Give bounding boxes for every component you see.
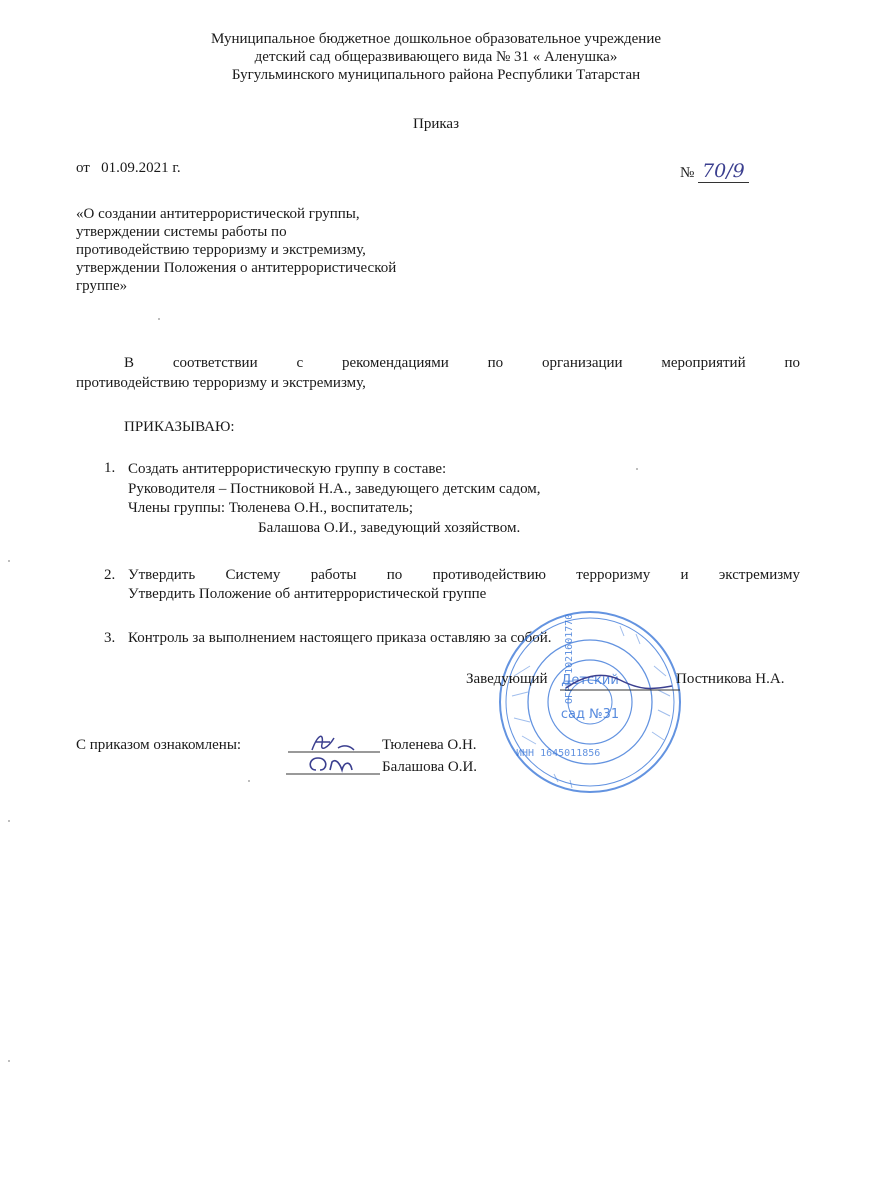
number-prefix: № <box>680 165 695 181</box>
header-line-2: детский сад общеразвивающего вида № 31 « Аленушка» <box>254 49 618 65</box>
order-word: ПРИКАЗЫВАЮ: <box>124 419 235 435</box>
header-line-3: Бугульминского муниципального района Республики Татарстан <box>231 67 641 83</box>
item-line: Создать антитеррористическую группу в составе: <box>128 461 447 477</box>
date-value: 01.09.2021 г. <box>101 160 181 176</box>
item-number: 1. <box>104 460 116 476</box>
item-line: Балашова О.И., заведующий хозяйством. <box>258 519 521 536</box>
scan-speck <box>8 820 10 822</box>
number-value: 70/9 <box>698 160 749 183</box>
item-1-body <box>128 460 541 538</box>
acknowledged-person: Балашова О.И. <box>382 759 478 775</box>
subject-line: утверждении системы работы по <box>76 224 287 240</box>
preamble-line-2: противодействию терроризму и экстремизму, <box>76 375 366 391</box>
item-line: Утвердить Положение об антитеррористической группе <box>128 586 487 602</box>
acknowledged-person: Тюленева О.Н. <box>382 737 477 753</box>
signature-name: Постникова Н.А. <box>676 671 785 687</box>
item-line: Члены группы: Тюленева О.Н., воспитатель; <box>128 500 414 516</box>
scan-speck <box>8 560 10 562</box>
scan-speck <box>158 318 160 320</box>
preamble-line-1: В соответствии с рекомендациями по организации мероприятий по <box>124 355 800 371</box>
subject-line: «О создании антитеррористической группы, <box>76 206 360 222</box>
stamp-center-2: сад №31 <box>560 707 620 722</box>
item-number: 3. <box>104 630 116 646</box>
doc-title: Приказ <box>412 116 459 132</box>
date-prefix: от <box>76 160 90 176</box>
official-stamp <box>494 606 686 798</box>
organization-header <box>0 30 872 84</box>
stamp-ogrn: ОГРН 1021601770 <box>564 613 575 704</box>
item-line: Руководителя – Постниковой Н.А., заведующего детским садом, <box>128 480 541 497</box>
subject-line: противодействию терроризму и экстремизму, <box>76 242 366 258</box>
scan-speck <box>636 468 638 470</box>
stamp-inn: ИНН 1645011856 <box>516 748 601 759</box>
subject-line: группе» <box>76 278 128 294</box>
signature-position: Заведующий <box>466 671 548 687</box>
head-signature <box>560 660 680 694</box>
subject-line: утверждении Положения о антитеррористической <box>76 260 397 276</box>
scan-speck <box>248 780 250 782</box>
item-line: Утвердить Систему работы по противодействию терроризму и экстремизму <box>128 567 800 583</box>
item-number: 2. <box>104 567 116 583</box>
doc-number <box>680 160 749 182</box>
doc-subject <box>76 205 396 295</box>
scan-speck <box>8 1060 10 1062</box>
signature-balashova <box>286 750 380 778</box>
doc-date <box>76 160 181 177</box>
stamp-center-1: Детский <box>561 673 619 688</box>
header-line-1: Муниципальное бюджетное дошкольное образовательное учреждение <box>211 31 661 47</box>
acknowledged-label: С приказом ознакомлены: <box>76 737 242 753</box>
item-line: Контроль за выполнением настоящего приказа оставляю за собой. <box>128 630 552 646</box>
